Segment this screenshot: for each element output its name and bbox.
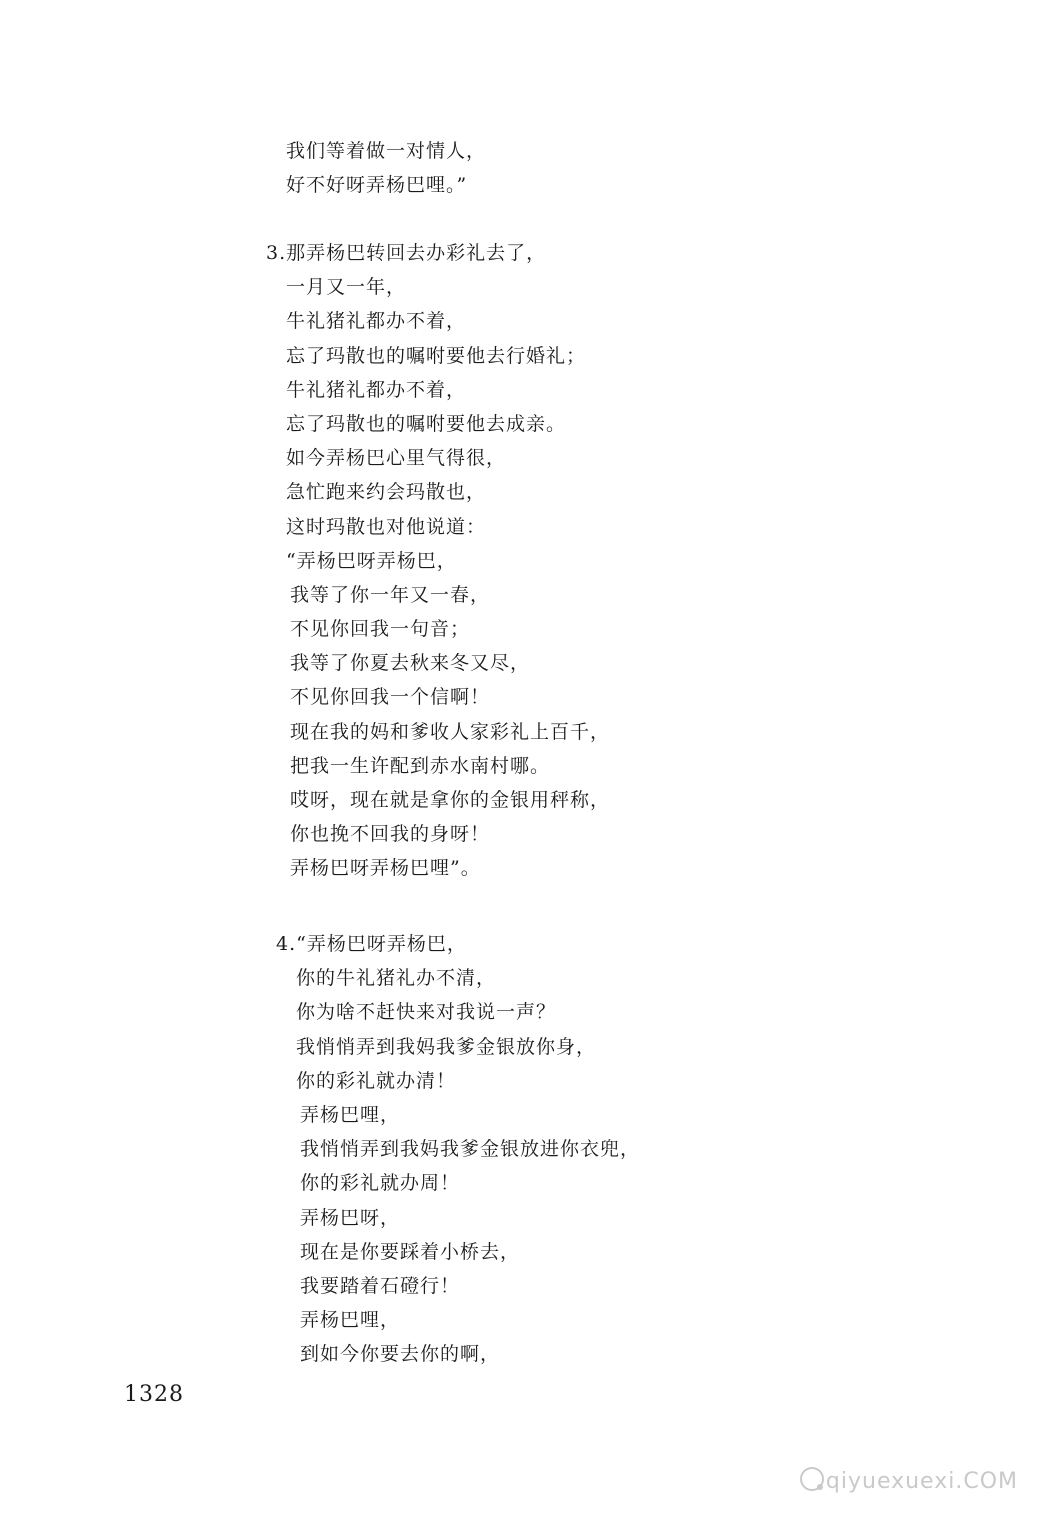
- verse-line: 弄杨巴哩，: [300, 1309, 401, 1332]
- verse-line: 这时玛散也对他说道：: [286, 515, 487, 538]
- verse-line: 牛礼猪礼都办不着，: [286, 378, 467, 401]
- verse-line: 我要踏着石磴行！: [300, 1274, 461, 1297]
- verse-line: 忘了玛散也的嘱咐要他去行婚礼；: [286, 344, 587, 367]
- watermark: [800, 1467, 1018, 1494]
- verse-line: “弄杨巴呀弄杨巴，: [286, 549, 457, 572]
- verse-line: 我悄悄弄到我妈我爹金银放你身，: [296, 1035, 597, 1058]
- verse-line: 弄杨巴呀弄杨巴哩”。: [290, 857, 481, 880]
- verse-line: 不见你回我一个信啊！: [290, 686, 491, 709]
- verse-line: 牛礼猪礼都办不着，: [286, 310, 467, 333]
- verse-line-numbered: 3.那弄杨巴转回去办彩礼去了，: [266, 242, 547, 264]
- verse-line: 把我一生许配到赤水南村哪。: [290, 754, 551, 777]
- verse-line: 不见你回我一句音；: [290, 618, 471, 641]
- verse-line: 我等了你夏去秋来冬又尽，: [290, 652, 531, 675]
- verse-line: 你的彩礼就办清！: [296, 1069, 457, 1092]
- stanza-continuation: [286, 134, 486, 202]
- verse-line: 你的彩礼就办周！: [300, 1172, 461, 1195]
- verse-line: 好不好呀弄杨巴哩。”: [286, 174, 468, 197]
- verse-line: 我们等着做一对情人，: [286, 140, 487, 162]
- verse-line: 一月又一年，: [286, 276, 407, 299]
- verse-line: 如今弄杨巴心里气得很，: [286, 447, 507, 470]
- verse-line: 急忙跑来约会玛散也，: [286, 481, 487, 504]
- verse-line: 现在是你要踩着小桥去，: [300, 1240, 521, 1263]
- verse-line: 我等了你一年又一春，: [290, 583, 491, 606]
- verse-line: 哎呀，现在就是拿你的金银用秤称，: [290, 789, 611, 811]
- watermark-text: qiyuexuexi.COM: [825, 1469, 1018, 1494]
- verse-line: 现在我的妈和爹收人家彩礼上百千，: [290, 720, 611, 743]
- verse-line: 弄杨巴哩，: [300, 1103, 401, 1126]
- circle-logo-icon: [800, 1467, 824, 1491]
- verse-line: 你也挽不回我的身呀！: [290, 823, 491, 846]
- verse-line: 你的牛礼猪礼办不清，: [296, 967, 497, 990]
- verse-line: 你为啥不赶快来对我说一声？: [296, 1001, 557, 1024]
- verse-line: 弄杨巴呀，: [300, 1206, 401, 1229]
- verse-line: 到如今你要去你的啊，: [300, 1343, 501, 1366]
- verse-line: 我悄悄弄到我妈我爹金银放进你衣兜，: [300, 1138, 641, 1161]
- stanza-3: [266, 236, 610, 886]
- page-number: 1328: [124, 1382, 184, 1407]
- verse-line: 忘了玛散也的嘱咐要他去成亲。: [286, 412, 567, 435]
- stanza-4: [276, 927, 640, 1371]
- verse-line-numbered: 4.“弄杨巴呀弄杨巴，: [276, 933, 467, 955]
